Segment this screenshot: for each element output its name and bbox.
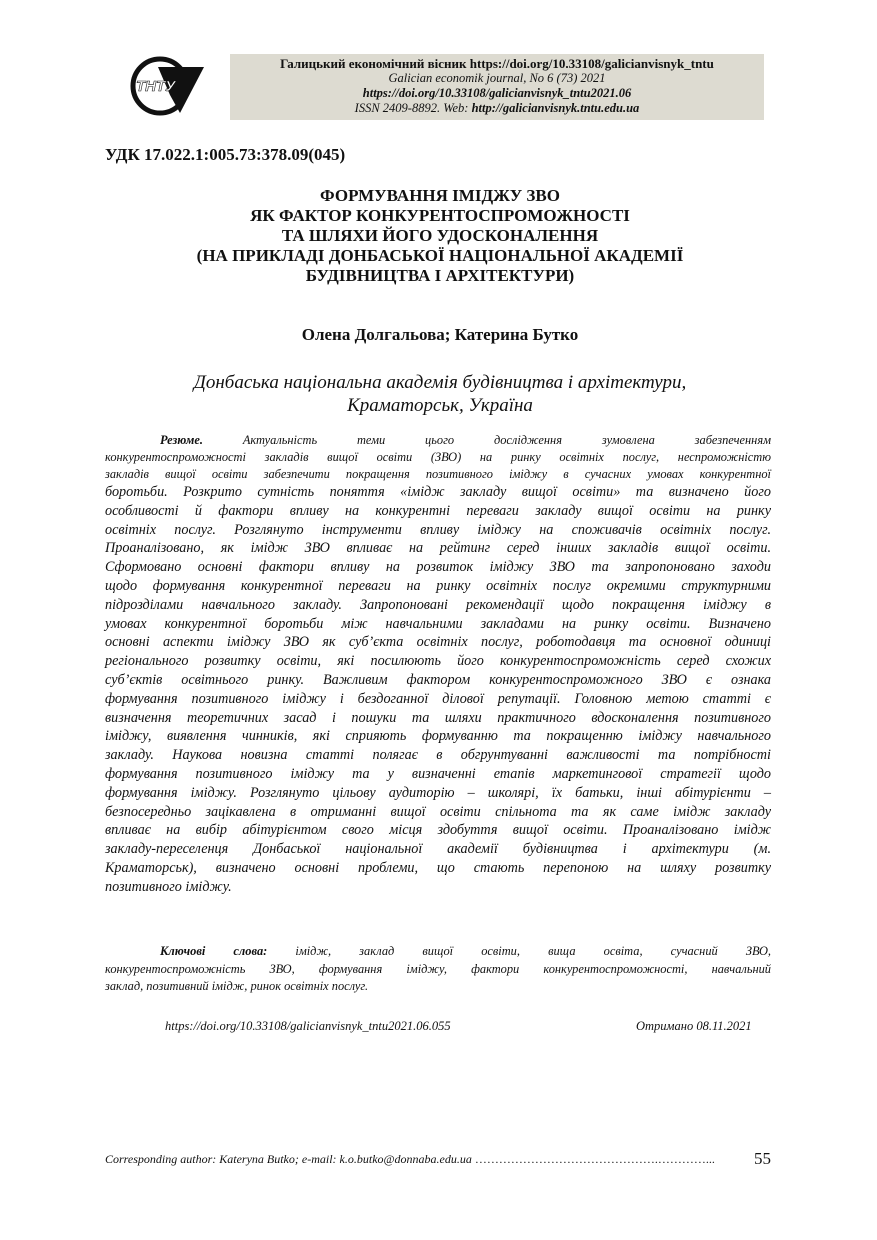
abstract-line: закладу. Наукова новизна статті полягає в обгрунтуванні важливості та потрібності: [105, 747, 771, 764]
abstract-line: щодо формування конкурентної переваги на ринку освітніх послуг окремими структурними: [105, 577, 771, 594]
abstract-line: конкурентоспроможності закладів вищої освіти (ЗВО) на ринку освітніх послуг, неспроможністю: [105, 450, 771, 464]
page-number: 55: [754, 1149, 771, 1168]
keywords-line: конкурентоспроможність ЗВО, формування іміджу, фактори конкурентоспроможності, навчальний: [105, 961, 771, 976]
abstract-line: формування позитивного іміджу та у визначенні етапів маркетингової стратегії щодо: [105, 765, 771, 782]
abstract-line: регіонального розвитку освіти, які посилюють його конкурентоспроможність серед схожих: [105, 653, 771, 670]
title-line: (НА ПРИКЛАДІ ДОНБАСЬКОЇ НАЦІОНАЛЬНОЇ АКАДЕМІЇ: [196, 246, 684, 265]
journal-logo: [130, 55, 204, 117]
article-title: [105, 186, 775, 286]
affiliation-line: Донбаська національна академія будівництва і архітектури,: [193, 372, 687, 393]
keywords-line: заклад, позитивний імідж, ринок освітніх послуг.: [105, 979, 369, 993]
abstract: [105, 432, 771, 897]
abstract-line: підрозділами навчального закладу. Запропоновані рекомендації щодо покращення іміджу в: [105, 596, 771, 613]
keywords: [105, 943, 771, 996]
abstract-line: суб’єктів освітнього ринку. Важливим фактором конкурентоспроможного ЗВО є ознака: [105, 671, 771, 688]
journal-issue: Galician economik journal, No 6 (73) 2021: [388, 71, 606, 85]
abstract-line: позитивного іміджу.: [105, 878, 232, 895]
journal-title: Галицький економічний вісник https://doi.org/10.33108/galicianvisnyk_tntu: [280, 56, 714, 71]
corresponding-author: Corresponding author: Kateryna Butko; e-mail: k.o.butko@donnaba.edu.ua: [105, 1152, 472, 1166]
abstract-line: освітніх послуг. Розглянуто інструменти впливу іміджу на споживачів освітніх послуг.: [105, 521, 771, 538]
authors: Олена Долгальова; Катерина Бутко: [301, 325, 579, 344]
abstract-line: закладів вищої освіти забезпечити покращення позитивного іміджу в сучасних умовах конкурентної: [105, 467, 771, 481]
page-footer: [105, 1152, 775, 1167]
received-date: Отримано 08.11.2021: [636, 1019, 752, 1033]
affiliation: [105, 371, 775, 417]
abstract-line: Проаналізовано, як імідж ЗВО впливає на рейтинг серед інших закладів вищої освіти.: [105, 540, 771, 557]
abstract-line: формування іміджу. Розглянуто цільову аудиторію – школярі, їх батьки, інші абітурієнти –: [105, 784, 771, 801]
article-doi-link[interactable]: https://doi.org/10.33108/galicianvisnyk_tntu2021.06.055: [165, 1019, 451, 1033]
journal-web-link[interactable]: http://galicianvisnyk.tntu.edu.ua: [471, 101, 640, 115]
title-line: БУДІВНИЦТВА І АРХІТЕКТУРИ): [305, 266, 575, 285]
abstract-line: впливає на вибір абітурієнтом свого місця здобуття вищої освіти. Проаналізовано імідж: [105, 822, 771, 839]
affiliation-line: Краматорськ, Україна: [347, 395, 533, 416]
abstract-line: Сформовано основні фактори впливу на розвиток іміджу ЗВО та запропоновано заходи: [105, 559, 771, 576]
abstract-label: Резюме.: [160, 433, 203, 447]
title-line: ТА ШЛЯХИ ЙОГО УДОСКОНАЛЕННЯ: [281, 226, 599, 245]
abstract-line: основні аспекти іміджу ЗВО як суб’єкта освітніх послуг, роботодавця та основної одиниці: [105, 634, 771, 651]
abstract-line: закладу-переселенця Донбаської національної академії будівництва і архітектури (м.: [105, 841, 771, 858]
keywords-label: Ключові слова:: [160, 944, 268, 958]
abstract-line: іміджу, виявлення чинників, які сприяють формуванню та покращенню іміджу навчального: [105, 728, 771, 745]
logo-text: ТНТУ: [136, 78, 176, 95]
abstract-line: безпосередньо зацікавлена в отриманні вищої освіти спільнота та як саме імідж закладу: [105, 803, 771, 820]
keywords-line: Ключові слова: імідж, заклад вищої освіти, вища освіта, сучасний ЗВО,: [160, 944, 771, 958]
udk-code: УДК 17.022.1:005.73:378.09(045): [105, 145, 346, 164]
title-line: ЯК ФАКТОР КОНКУРЕНТОСПРОМОЖНОСТІ: [250, 206, 630, 225]
abstract-line: умовах конкурентної боротьби між навчальними закладами на ринку освіти. Визначено: [105, 615, 771, 632]
abstract-line: формування позитивного іміджу і бездоганної ділової репутації. Головною метою статті є: [105, 690, 771, 707]
title-line: ФОРМУВАННЯ ІМІДЖУ ЗВО: [320, 186, 560, 205]
journal-issn: ISSN 2409-8892. Web: http://galicianvisnyk.tntu.edu.ua: [354, 101, 640, 115]
footer-dots: ……………………………………….…………...: [474, 1152, 715, 1166]
abstract-line: Краматорськ), визначено основні проблеми, що стають перепоною на шляху розвитку: [105, 859, 771, 876]
journal-header: [230, 54, 764, 120]
abstract-line: особливості й фактори впливу на конкурентні переваги закладу вищої освіти на ринку: [105, 502, 771, 519]
abstract-line: Резюме. Актуальність теми цього дослідження зумовлена забезпеченням: [160, 433, 771, 447]
abstract-line: визначення теоретичних засад і пошуки та шляхи практичного вдосконалення позитивного: [105, 709, 771, 726]
journal-doi[interactable]: https://doi.org/10.33108/galicianvisnyk_tntu2021.06: [362, 86, 632, 100]
abstract-line: боротьби. Розкрито сутність поняття «імідж закладу вищої освіти» та визначено його: [105, 484, 771, 500]
